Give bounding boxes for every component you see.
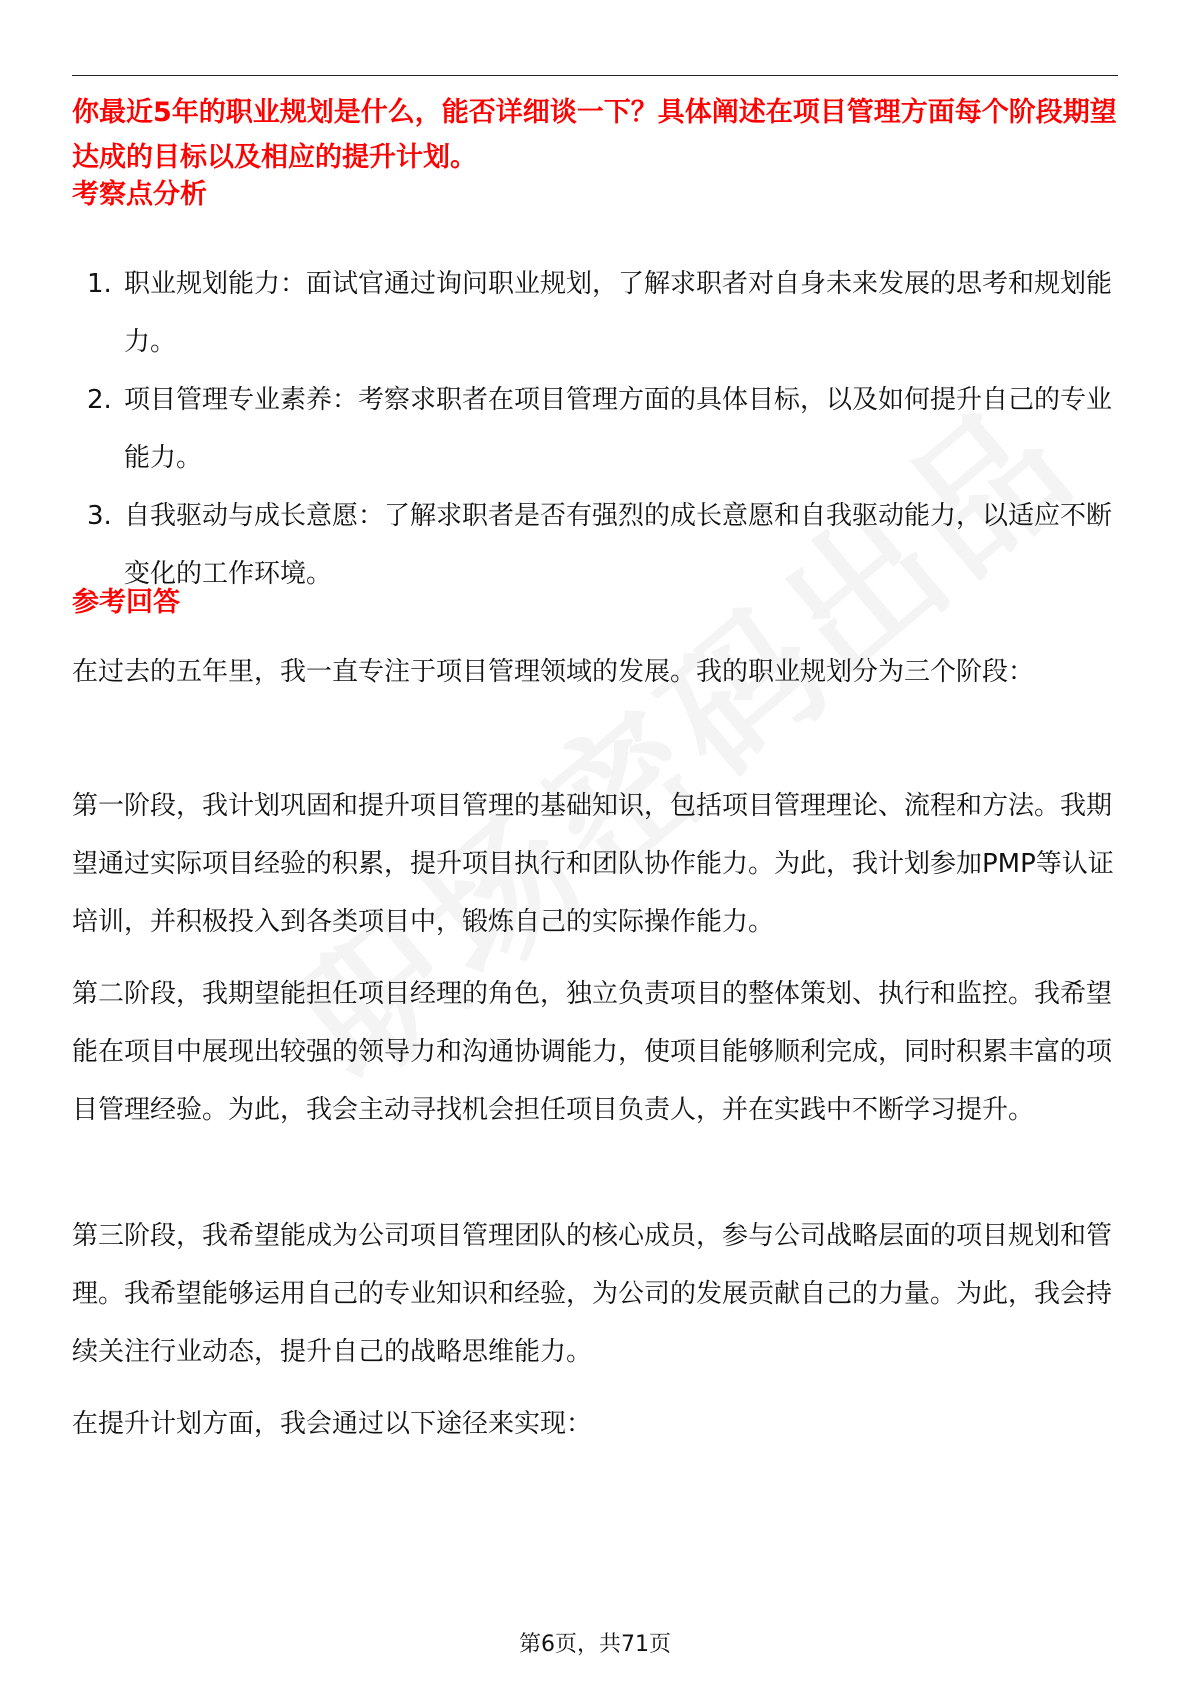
analysis-list xyxy=(72,255,1118,603)
analysis-item-number: 1. xyxy=(87,269,112,299)
page-number-footer: 第6页，共71页 xyxy=(519,1632,671,1657)
answer-paragraph: 第二阶段，我期望能担任项目经理的角色，独立负责项目的整体策划、执行和监控。我希望能在项目中展现出较强的领导力和沟通协调能力，使项目能够顺利完成，同时积累丰富的项目管理经验。为此，我会主动寻找机会担任项目负责人，并在实践中不断学习提升。 xyxy=(72,979,1113,1125)
analysis-item-number: 3. xyxy=(87,501,112,531)
analysis-item-text: 项目管理专业素养：考察求职者在项目管理方面的具体目标，以及如何提升自己的专业能力。 xyxy=(124,385,1113,473)
top-rule xyxy=(72,75,1118,76)
answer-paragraph: 第三阶段，我希望能成为公司项目管理团队的核心成员，参与公司战略层面的项目规划和管理。我希望能够运用自己的专业知识和经验，为公司的发展贡献自己的力量。为此，我会持续关注行业动态，提升自己的战略思维能力。 xyxy=(72,1221,1113,1367)
analysis-item-text: 自我驱动与成长意愿：了解求职者是否有强烈的成长意愿和自我驱动能力，以适应不断变化的工作环境。 xyxy=(124,501,1113,589)
analysis-item-text: 职业规划能力：面试官通过询问职业规划，了解求职者对自身未来发展的思考和规划能力。 xyxy=(124,269,1113,357)
answer-title: 参考回答 xyxy=(72,587,180,618)
analysis-title: 考察点分析 xyxy=(72,179,207,210)
analysis-item-number: 2. xyxy=(87,385,112,415)
analysis-item xyxy=(72,255,1118,371)
analysis-item xyxy=(72,371,1118,487)
answer-paragraph: 第一阶段，我计划巩固和提升项目管理的基础知识，包括项目管理理论、流程和方法。我期望通过实际项目经验的积累，提升项目执行和团队协作能力。为此，我计划参加PMP等认证培训，并积极投入到各类项目中，锻炼自己的实际操作能力。 xyxy=(72,791,1114,937)
answer-paragraph: 在提升计划方面，我会通过以下途径来实现： xyxy=(72,1409,593,1439)
answer-paragraph: 在过去的五年里，我一直专注于项目管理领域的发展。我的职业规划分为三个阶段： xyxy=(72,657,1035,687)
question-heading: 你最近5年的职业规划是什么，能否详细谈一下？具体阐述在项目管理方面每个阶段期望达成的目标以及相应的提升计划。 xyxy=(72,97,1117,173)
